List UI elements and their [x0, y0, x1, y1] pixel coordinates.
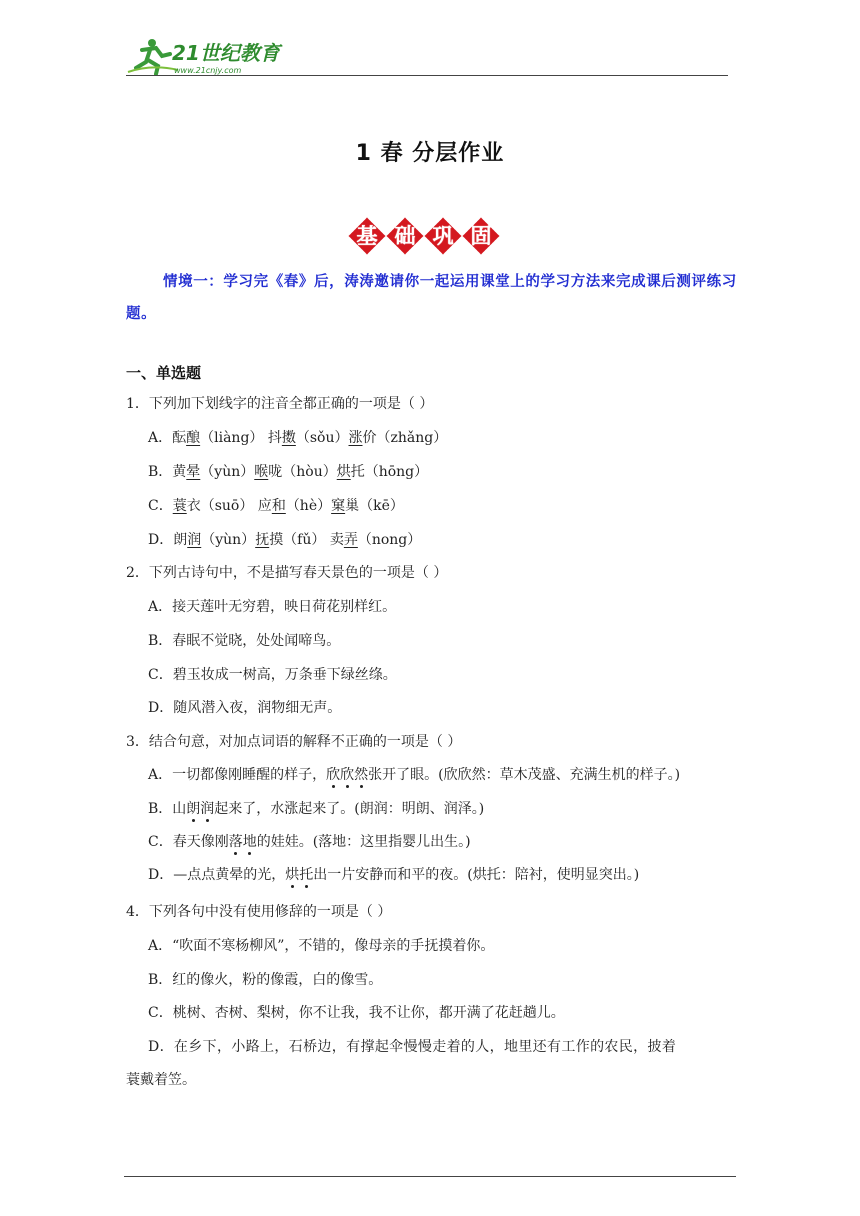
option-b[interactable]: B．红的像火，粉的像霞，白的像雪。	[148, 972, 383, 988]
emphasis-dot-char: 托	[299, 867, 314, 883]
dotted-word	[229, 834, 257, 850]
badge-char: 础	[387, 218, 423, 254]
option-d[interactable]: D．朗润（yùn）抚摸（fǔ） 卖弄（nong）	[148, 532, 422, 548]
option-a[interactable]: A．一切都像刚睡醒的样子，欣欣然张开了眼。(欣欣然：草木茂盛、充满生机的样子。)	[148, 767, 681, 783]
section-title: 一、单选题	[126, 364, 202, 382]
emphasis-dot-char: 落	[228, 834, 243, 850]
question-stem: 3．结合句意，对加点词语的解释不正确的一项是（ ）	[126, 734, 462, 750]
badge-char: 巩	[425, 218, 461, 254]
emphasis-dot-char: 地	[242, 834, 257, 850]
option-d-continued: 蓑戴着笠。	[126, 1072, 196, 1088]
logo-21cnjy	[122, 34, 292, 78]
document-title: 1 春 分层作业	[355, 141, 505, 166]
logo-url: www.21cnjy.com	[174, 66, 242, 75]
badge-basic-consolidation	[349, 218, 499, 256]
option-c[interactable]: C．蓑衣（suō） 应和（hè）窠巢（kē）	[148, 498, 404, 514]
option-d[interactable]: D．—点点黄晕的光，烘托出一片安静而和平的夜。(烘托：陪衬，使明显突出。)	[148, 867, 640, 883]
dotted-word	[186, 801, 214, 817]
dotted-word	[326, 767, 368, 783]
question-stem: 1．下列加下划线字的注音全都正确的一项是（ ）	[126, 396, 434, 412]
emphasis-dot-char: 欣	[326, 767, 341, 783]
emphasis-dot-char: 润	[200, 801, 215, 817]
dotted-word	[285, 867, 313, 883]
runner-icon	[128, 39, 178, 74]
option-c[interactable]: C．桃树、杏树、梨树，你不让我，我不让你，都开满了花赶趟儿。	[148, 1005, 565, 1021]
emphasis-dot-char: 烘	[285, 867, 300, 883]
scenario-intro: 情境一：学习完《春》后，涛涛邀请你一起运用课堂上的学习方法来完成课后测评练习题。	[126, 274, 737, 322]
footer-rule	[124, 1176, 736, 1177]
option-b[interactable]: B．春眠不觉晓，处处闻啼鸟。	[148, 633, 341, 649]
emphasis-dot-char: 朗	[186, 801, 201, 817]
option-c[interactable]: C．碧玉妆成一树高，万条垂下绿丝绦。	[148, 667, 397, 683]
header-rule	[126, 75, 728, 76]
question-stem: 2．下列古诗句中，不是描写春天景色的一项是（ ）	[126, 565, 448, 581]
emphasis-dot-char: 欣	[340, 767, 355, 783]
option-c[interactable]: C．春天像刚落地的娃娃。(落地：这里指婴儿出生。)	[148, 834, 471, 850]
emphasis-dot-char: 然	[354, 767, 369, 783]
option-d[interactable]: D．随风潜入夜，润物细无声。	[148, 700, 342, 716]
option-a[interactable]: A．接天莲叶无穷碧，映日荷花别样红。	[148, 599, 397, 615]
option-b[interactable]: B．山朗润起来了，水涨起来了。(朗润：明朗、润泽。)	[148, 801, 485, 817]
logo-text: 21世纪教育	[172, 41, 280, 65]
badge-char: 固	[463, 218, 499, 254]
option-a[interactable]: A．酝酿（liàng） 抖擞（sǒu）涨价（zhǎng）	[148, 430, 448, 446]
option-d[interactable]: D．在乡下，小路上，石桥边，有撑起伞慢慢走着的人，地里还有工作的农民，披着	[148, 1039, 677, 1055]
badge-char: 基	[349, 218, 385, 254]
question-stem: 4．下列各句中没有使用修辞的一项是（ ）	[126, 904, 392, 920]
option-a[interactable]: A．“吹面不寒杨柳风”，不错的，像母亲的手抚摸着你。	[148, 938, 495, 954]
option-b[interactable]: B．黄晕（yùn）喉咙（hòu）烘托（hōng）	[148, 464, 429, 480]
